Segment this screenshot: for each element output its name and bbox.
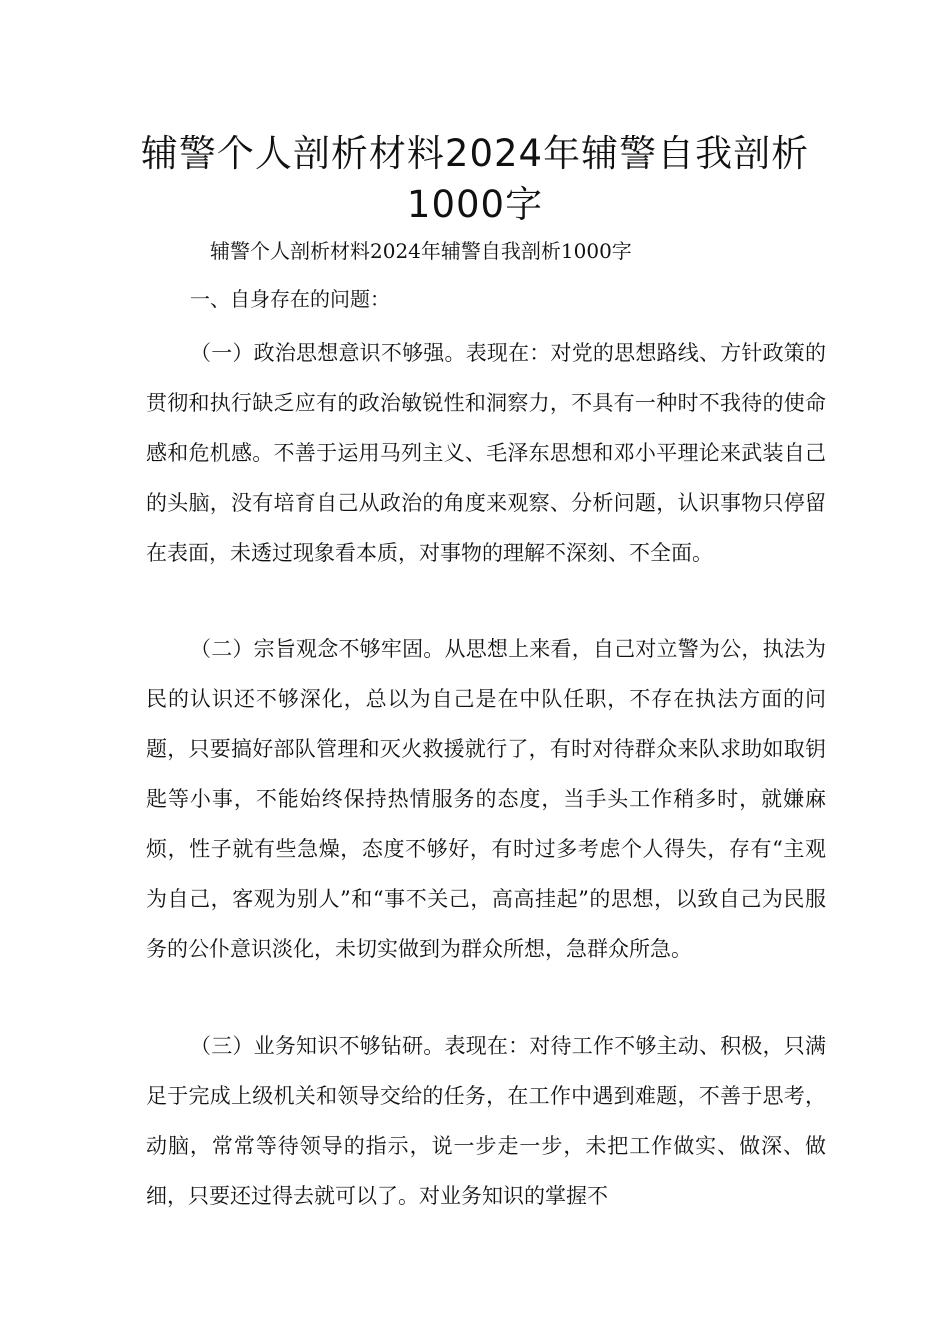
paragraph-3: （三）业务知识不够钻研。表现在：对待工作不够主动、积极，只满足于完成上级机关和领导交给的任务，在工作中遇到难题，不善于思考，动脑，常常等待领导的指示，说一步走一步，未把工作做实、做深、做细，只要还过得去就可以了。对业务知识的掌握不 bbox=[146, 1034, 826, 1208]
document-title: 辅警个人剖析材料2024年辅警自我剖析1000字 bbox=[140, 132, 810, 226]
paragraph-1: （一）政治思想意识不够强。表现在：对党的思想路线、方针政策的贯彻和执行缺乏应有的政治敏锐性和洞察力，不具有一种时不我待的使命感和危机感。不善于运用马列主义、毛泽东思想和邓小平理论来武装自己的头脑，没有培育自己从政治的角度来观察、分析问题，认识事物只停留在表面，未透过现象看本质，对事物的理解不深刻、不全面。 bbox=[146, 341, 826, 565]
section-heading: 一、自身存在的问题： bbox=[190, 287, 390, 311]
document-subtitle: 辅警个人剖析材料2024年辅警自我剖析1000字 bbox=[210, 239, 632, 263]
paragraph-2: （二）宗旨观念不够牢固。从思想上来看，自己对立警为公，执法为民的认识还不够深化，总以为自己是在中队任职，不存在执法方面的问题，只要搞好部队管理和灭火救援就行了，有时对待群众来队求助如取钥匙等小事，不能始终保持热情服务的态度，当手头工作稍多时，就嫌麻烦，性子就有些急燥，态度不够好，有时过多考虑个人得失，存有“主观为自己，客观为别人”和“事不关己，高高挂起”的思想，以致自己为民服务的公仆意识淡化，未切实做到为群众所想，急群众所急。 bbox=[146, 637, 826, 961]
